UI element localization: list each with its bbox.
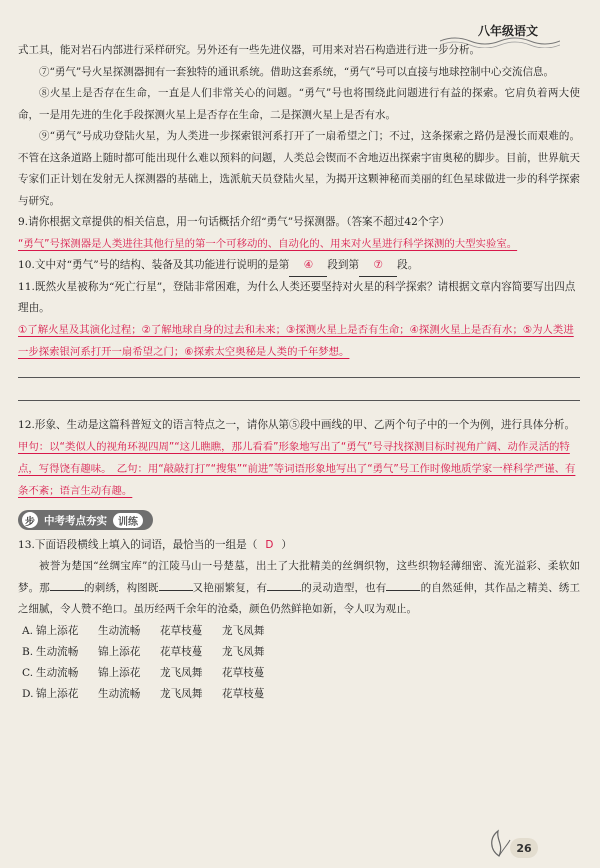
question-10 [18,255,580,277]
question-12-prompt: 12.形象、生动是这篇科普短文的语言特点之一，请你从第⑤段中画线的甲、乙两个句子中的一个为例，进行具体分析。 [18,419,576,431]
option-word: 花草枝蔓 [222,687,265,700]
option-word: 生动流畅 [98,687,141,700]
option-word: 花草枝蔓 [160,645,203,658]
option-word: 生动流畅 [36,666,79,679]
question-13-prompt: 13.下面语段横线上填入的词语，最恰当的一组是（ [18,539,258,551]
option-word: 锦上添花 [98,666,141,679]
grade-subject-header: 八年级语文 [477,24,538,38]
question-12-answer: 甲句：以“类似人的视角环视四周”“这儿瞧瞧，那儿看看”形象地写出了“勇气”号寻找探测目标时视角广阔、动作灵活的特点，写得饶有趣味。 乙句：用“敲敲打打”“搜集”“前进”等词语形象地写出了“勇气”号工作时像地质学家一样科学严谨、有条不紊；语言生动有趣。 [18,441,576,497]
option-a[interactable] [22,621,580,642]
question-10-answer-end: ⑦ [359,255,397,277]
option-label: D. [22,687,34,700]
question-13-text: 被誉为楚国“丝绸宝库”的江陵马山一号楚墓，出土了大批精美的丝绸织物，这些织物轻薄细密、流光溢彩、柔软如梦。那 [18,560,580,594]
option-word: 锦上添花 [36,687,79,700]
question-10-prompt: 10.文中对“勇气”号的结构、装备及其功能进行说明的是第 [18,259,290,271]
question-13 [18,534,580,705]
question-11-answer: ①了解火星及其演化过程；②了解地球自身的过去和未来；③探测火星上是否有生命；④探测火星上是否有水；⑤为人类进一步探索银河系打开一扇希望之门；⑥探索太空奥秘是人类的千年梦想。 [18,324,574,358]
fill-blank[interactable] [50,580,84,591]
passage-paragraph-8: ⑧火星上是否存在生命，一直是人们非常关心的问题。“勇气”号也将围绕此问题进行有益的探索。它肩负着两大使命，一是用先进的生化手段探测火星上是否存在生命，二是探测火星上是否有水。 [18,87,580,121]
passage-line: 式工具，能对岩石内部进行采样研究。另外还有一些先进仪器，可用来对岩石构造进行进一步分析。 [18,44,480,56]
option-word: 龙飞凤舞 [222,624,265,637]
question-13-text: 的灵动造型，也有 [301,581,387,594]
footprint-icon: 步 [22,512,38,528]
option-word: 龙飞凤舞 [160,687,203,700]
question-11 [18,277,580,415]
option-label: A. [22,624,34,637]
question-13-text: 又艳丽繁复，有 [192,581,268,594]
question-13-prompt-end: ） [281,539,292,551]
section-banner [18,510,153,530]
option-word: 龙飞凤舞 [160,666,203,679]
option-word: 锦上添花 [36,624,79,637]
passage-paragraph-7: ⑦“勇气”号火星探测器拥有一套独特的通讯系统。借助这套系统，“勇气”号可以直接与地球控制中心交流信息。 [39,65,554,78]
question-9-prompt: 9.请你根据文章提供的相关信息，用一句话概括介绍“勇气”号探测器。（答案不超过42个字） [18,216,450,228]
option-word: 锦上添花 [98,645,141,658]
question-10-answer-start: ④ [289,255,327,277]
page-content [18,40,580,705]
question-13-text: 的自然延伸，其作品之精美、绣工之细腻，令人赞不绝口。虽历经两千余年的沧桑，颜色仍然鲜艳如新，令人叹为观止。 [18,581,581,615]
question-9 [18,212,580,255]
reading-passage [18,40,580,212]
option-word: 生动流畅 [98,624,141,637]
option-b[interactable] [22,642,580,663]
question-10-prompt-middle: 段到第 [327,259,360,271]
fill-blank[interactable] [386,580,420,591]
question-10-prompt-end: 段。 [397,259,419,271]
leaf-decoration-icon [486,828,512,858]
option-word: 花草枝蔓 [222,666,265,679]
option-label: C. [22,666,34,679]
question-13-passage [18,556,580,621]
option-label: B. [22,645,34,658]
option-c[interactable] [22,663,580,684]
question-13-text: 的刺绣，构图既 [83,581,159,594]
question-9-answer: “勇气”号探测器是人类进往其他行星的第一个可移动的、自动化的、用来对火星进行科学探测的大型实验室。 [18,238,518,250]
section-banner-tag: 训练 [113,513,143,528]
option-word: 生动流畅 [36,645,79,658]
page-number: 26 [510,838,538,858]
question-11-prompt: 11.既然火星被称为“死亡行星”，登陆非常困难，为什么人类还要坚持对火星的科学探索？请根据文章内容简要写出四点理由。 [18,281,576,314]
question-12 [18,415,580,502]
fill-blank[interactable] [159,580,193,591]
fill-blank[interactable] [267,580,301,591]
option-d[interactable] [22,684,580,705]
option-word: 龙飞凤舞 [222,645,265,658]
question-13-options [18,621,580,705]
passage-paragraph-9: ⑨“勇气”号成功登陆火星，为人类进一步探索银河系打开了一扇希望之门；不过，这条探索之路仍是漫长而艰难的。不管在这条道路上随时都可能出现什么难以预料的问题，人类总会锲而不舍地迈出探索宇宙奥秘的脚步。目前，世界航天专家们正计划在发射无人探测器的基础上，选派航天员登陆火星，为揭开这颗神秘而美丽的红色星球做进一步的科学探索与研究。 [18,130,580,207]
section-banner-title: 中考考点夯实 [44,514,107,527]
option-word: 花草枝蔓 [160,624,203,637]
question-13-answer: D [265,539,274,551]
